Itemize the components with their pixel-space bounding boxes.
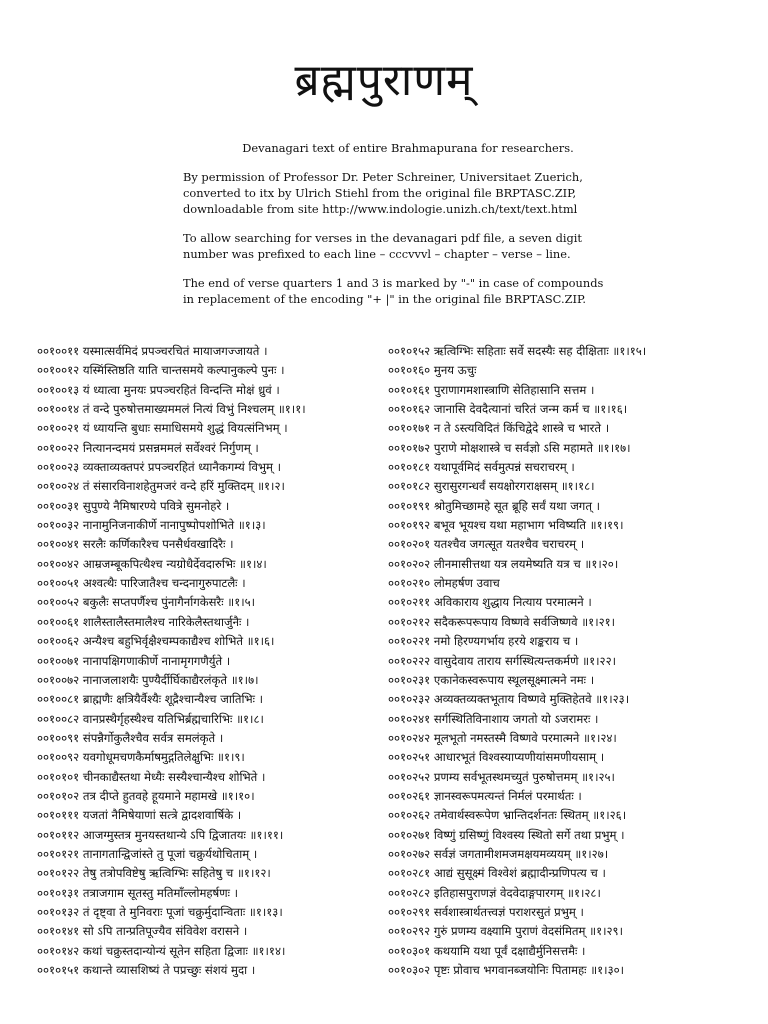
intro-block	[183, 140, 643, 320]
verse-line: ००१०२३१ एकानेकस्वरूपाय स्थूलसूक्ष्मात्मने नमः ।	[388, 672, 595, 687]
verse-line: ००१०२४२ मूलभूतो नमस्तस्मै विष्णवे परमात्मने ॥१।२४।	[388, 730, 617, 745]
verse-line: ००१००३२ नानामुनिजनाकीर्णे नानापुष्पोपशोभिते ॥१।३।	[37, 518, 266, 533]
verse-line: ००१००५१ अश्वत्थैः पारिजातैश्च चन्दनागुरुपाटलैः ।	[37, 576, 246, 591]
verse-line: ००१०१५२ ऋत्विग्भिः सहिताः सर्वे सदस्यैः सह दीक्षिताः ॥१।१५।	[388, 344, 647, 358]
verse-line: ००१०१९२ बभूव भूयश्च यथा महाभाग भविष्यति ॥१।१९।	[388, 518, 624, 533]
verse-line: ००१०२७२ सर्वज्ञं जगतामीशमजमक्षयमव्ययम् ॥१।२७।	[388, 846, 609, 861]
quarter-note-line: in replacement of the encoding "+ |" in the original file BRPTASC.ZIP.	[183, 292, 586, 306]
verse-line: ००१०२३२ अव्यक्तव्यक्तभूताय विष्णवे मुक्तिहेतवे ॥१।२३।	[388, 692, 630, 707]
verse-line: ००१००७१ नानापक्षिगणाकीर्णे नानामृगगणैर्युते ।	[37, 653, 231, 668]
search-note-line: To allow searching for verses in the devanagari pdf file, a seven digit	[183, 231, 583, 245]
left-verse-column	[37, 342, 377, 980]
verse-line: ००१००४१ सरलैः कर्णिकारैश्च पनसैर्धवखादिरैः ।	[37, 537, 234, 552]
verse-line: ००१०१६० मुनय ऊचुः	[388, 363, 477, 378]
verse-line: ००१००९१ संपन्नैर्गोकुलैश्चैव सर्वत्र समलंकृते ।	[37, 730, 224, 745]
verse-line: ००१०३०१ कथयामि यथा पूर्वं दक्षाद्यैर्मुनिसत्तमैः ।	[388, 943, 586, 958]
verse-line: ००१०२४१ सर्गस्थितिविनाशाय जगतो यो ऽजरामरः ।	[388, 711, 599, 726]
verse-line: ००१००११ यस्मात्सर्वमिदं प्रपञ्चरचितं मायाजगज्जायते ।	[37, 344, 268, 358]
verse-line: ००१००२१ यं ध्यायन्ति बुधाः समाधिसमये शुद्धं वियत्संनिभम् ।	[37, 421, 288, 436]
verse-line: ००१०१४२ कथां चक्रुस्तदान्योन्यं सूतेन सहिता द्विजाः ॥१।१४।	[37, 943, 286, 958]
verse-line: ००१०२८२ इतिहासपुराणज्ञं वेदवेदाङ्गपारगम् ॥१।२८।	[388, 885, 601, 900]
verse-line: ००१०१८१ यथापूर्वमिदं सर्वमुत्पन्नं सचराचरम् ।	[388, 460, 575, 475]
quarter-note-paragraph	[183, 275, 643, 307]
verse-line: ००१००१२ यस्मिंस्तिष्ठति याति चान्तसमये कल्पानुकल्पे पुनः ।	[37, 363, 285, 378]
verse-line: ००१०२०२ लीनमासीत्तथा यत्र लयमेष्यति यत्र च ॥१।२०।	[388, 556, 619, 571]
verse-line: ००१०१६१ पुराणागमशास्त्राणि सेतिहासानि सत्तम ।	[388, 382, 595, 397]
verse-line: ००१००२४ तं संसारविनाशहेतुमजरं वन्दे हरिं मुक्तिदम् ॥१।२।	[37, 479, 285, 494]
verse-line: ००१००१४ तं वन्दे पुरुषोत्तमाख्यममलं नित्यं विभुं निश्चलम् ॥१।१।	[37, 402, 306, 417]
verse-line: ००१०२९२ गुरुं प्रणम्य वक्ष्यामि पुराणं वेदसंमितम् ॥१।२९।	[388, 924, 623, 939]
verse-line: ००१०१८२ सुरासुरगन्धर्वं सयक्षोरगराक्षसम् ॥१।१८।	[388, 479, 595, 494]
verse-line: ००१०१०२ तत्र दीप्ते हुतवहे हूयमाने महामखे ॥१।१०।	[37, 788, 255, 803]
verse-line: ००१००४२ आम्रजम्बूकपित्थैश्च न्यग्रोधैर्देवदारुभिः ॥१।४।	[37, 556, 267, 571]
verse-line: ००१०१७२ पुराणे मोक्षशास्त्रे च सर्वज्ञो ऽसि महामते ॥१।१७।	[388, 440, 631, 455]
verse-line: ००१०१७१ न ते ऽस्त्यविदितं किंचिद्वेदे शास्त्रे च भारते ।	[388, 421, 610, 436]
page-title: ब्रह्मपुराणम्	[294, 55, 474, 106]
verse-line: ००१०२२२ वासुदेवाय ताराय सर्गस्थित्यन्तकर्मणे ॥१।२२।	[388, 653, 616, 668]
verse-line: ००१००६२ अन्यैश्च बहुभिर्वृक्षैश्चम्पकाद्यैश्च शोभिते ॥१।६।	[37, 634, 275, 649]
verse-line: ००१०२१२ सदैकरूपरूपाय विष्णवे सर्वजिष्णवे ॥१।२१।	[388, 614, 616, 629]
right-verse-column	[388, 342, 733, 980]
verse-line: ००१०२५१ आधारभूतं विश्वस्याप्यणीयांसमणीयसाम् ।	[388, 750, 605, 765]
permission-line: converted to itx by Ulrich Stiehl from the original file BRPTASC.ZIP,	[183, 186, 577, 200]
intro-description: Devanagari text of entire Brahmapurana for researchers.	[242, 141, 574, 155]
search-note-line: number was prefixed to each line – cccvvvl – chapter – verse – line.	[183, 247, 571, 261]
verse-line: ००१०३०२ पृष्टः प्रोवाच भगवानब्जयोनिः पितामहः ॥१।३०।	[388, 963, 625, 977]
permission-line: downloadable from site http://www.indologie.unizh.ch/text/text.html	[183, 202, 578, 216]
verse-line: ००१००८१ ब्राह्मणैः क्षत्रियैर्वैश्यैः शूद्रैश्चान्यैश्च जातिभिः ।	[37, 692, 264, 707]
verse-line: ००१०१६२ जानासि देवदैत्यानां चरितं जन्म कर्म च ॥१।१६।	[388, 402, 628, 417]
verse-line: ००१००९२ यवगोधूमचणकैर्माषमुद्गतिलेक्षुभिः ॥१।९।	[37, 750, 245, 765]
verse-line: ००१०१२१ तानागतान्द्विजांस्ते तु पूजां चक्रुर्यथोचिताम् ।	[37, 846, 258, 861]
verse-line: ००१०२११ अविकाराय शुद्धाय नित्याय परमात्मने ।	[388, 595, 592, 610]
verse-line: ००१००८२ वानप्रस्थैर्गृहस्थैश्च यतिभिर्ब्रह्मचारिभिः ॥१।८।	[37, 711, 264, 726]
verse-line: ००१०१११ यजतां नैमिषेयाणां सत्त्रे द्वादशवार्षिके ।	[37, 808, 242, 823]
verse-line: ००१००१३ यं ध्यात्वा मुनयः प्रपञ्चरहितं विन्दन्ति मोक्षं ध्रुवं ।	[37, 382, 280, 397]
verse-line: ००१००३१ सुपुण्ये नैमिषारण्ये पवित्रे सुमनोहरे ।	[37, 498, 230, 513]
verse-line: ००१०१०१ चीनकाद्यैस्तथा मेध्यैः सस्यैश्चान्यैश्च शोभिते ।	[37, 769, 266, 784]
search-note-paragraph	[183, 230, 643, 262]
verse-line: ००१०२८१ आद्यं सुसूक्ष्मं विश्वेशं ब्रह्मादीन्प्रणिपत्य च ।	[388, 866, 606, 881]
verse-line: ००१०२५२ प्रणम्य सर्वभूतस्थमच्युतं पुरुषोत्तमम् ॥१।२५।	[388, 769, 615, 784]
quarter-note-line: The end of verse quarters 1 and 3 is marked by "-" in case of compounds	[183, 276, 604, 290]
verse-line: ००१०२०१ यतश्चैव जगत्सूत यतश्चैव चराचरम् ।	[388, 537, 585, 552]
verse-line: ००१००५२ बकुलैः सप्तपर्णैश्च पुंनागैर्नागकेसरैः ॥१।५।	[37, 595, 256, 610]
verse-line: ००१०२२१ नमो हिरण्यगर्भाय हरये शङ्कराय च ।	[388, 634, 579, 649]
verse-line: ००१००२३ व्यक्ताव्यक्तपरं प्रपञ्चरहितं ध्यानैकगम्यं विभुम् ।	[37, 460, 282, 475]
verse-line: ००१०१३२ तं दृष्ट्वा ते मुनिवराः पूजां चक्रुर्मुदान्विताः ॥१।१३।	[37, 904, 283, 919]
verse-line: ००१०१५१ कथान्ते व्यासशिष्यं ते पप्रच्छुः संशयं मुदा ।	[37, 963, 256, 977]
verse-line: ००१००७२ नानाजलाशयैः पुण्यैर्दीर्घिकाद्यैरलंकृते ॥१।७।	[37, 672, 259, 687]
verse-line: ००१०१९१ श्रोतुमिच्छामहे सूत ब्रूहि सर्वं यथा जगत् ।	[388, 498, 601, 513]
permission-paragraph	[183, 169, 643, 217]
verse-line: ००१०२७१ विष्णुं ग्रसिष्णुं विश्वस्य स्थितो सर्गे तथा प्रभुम् ।	[388, 827, 625, 842]
verse-line: ००१०१४१ सो ऽपि तान्प्रतिपूज्यैव संविवेश वरासने ।	[37, 924, 248, 939]
permission-line: By permission of Professor Dr. Peter Schreiner, Universitaet Zuerich,	[183, 170, 583, 184]
verse-line: ००१०१३१ तत्राजगाम सूतस्तु मतिमाँल्लोमहर्षणः ।	[37, 885, 239, 900]
verse-line: ००१०२९१ सर्वशास्त्रार्थतत्त्वज्ञं पराशरसुतं प्रभुम् ।	[388, 904, 584, 919]
verse-line: ००१००६१ शालैस्तालैस्तमालैश्च नारिकेलैस्तथार्जुनैः ।	[37, 614, 250, 629]
verse-line: ००१०१२२ तेषु तत्रोपविष्टेषु ऋत्विग्भिः सहितेषु च ॥१।१२।	[37, 866, 271, 881]
verse-line: ००१००२२ नित्यानन्दमयं प्रसन्नममलं सर्वेश्वरं निर्गुणम् ।	[37, 440, 259, 455]
verse-line: ००१०२१० लोमहर्षण उवाच	[388, 576, 500, 591]
verse-line: ००१०११२ आजग्मुस्तत्र मुनयस्तथान्ये ऽपि द्विजातयः ॥१।११।	[37, 827, 284, 842]
verse-line: ००१०२६१ ज्ञानस्वरूपमत्यन्तं निर्मलं परमार्थतः ।	[388, 788, 582, 803]
verse-line: ००१०२६२ तमेवार्थस्वरूपेण भ्रान्तिदर्शनतः स्थितम् ॥१।२६।	[388, 808, 627, 823]
